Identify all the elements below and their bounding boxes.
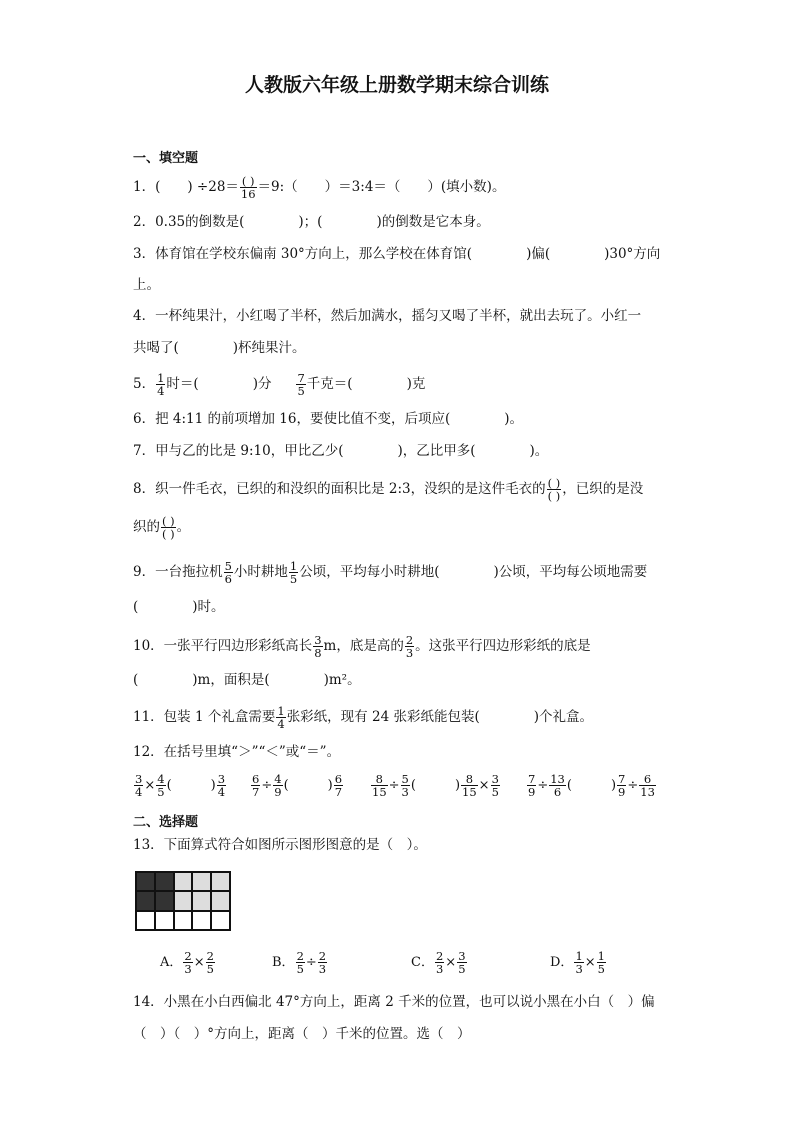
cmp-frac — [371, 773, 388, 798]
q1-frac-den: 16 — [240, 187, 256, 201]
option-frac — [206, 950, 215, 975]
question-2: 2．0.35的倒数是( )；( )的倒数是它本身。 — [133, 214, 490, 230]
cmp-frac — [273, 773, 282, 798]
q5-text-b: 时＝( )分 — [166, 376, 272, 392]
question-12: 12．在括号里填“＞”“＜”或“＝”。 — [133, 744, 341, 760]
cmp-den: 7 — [252, 785, 260, 799]
grid-cell-light — [174, 872, 193, 891]
question-9-line-1 — [133, 560, 647, 585]
comparison-item — [133, 773, 227, 798]
q9-text-b: 小时耕地 — [233, 564, 288, 580]
question-8-line-1 — [133, 477, 643, 502]
q10-text-a: 10．一张平行四边形彩纸高长 — [133, 638, 313, 654]
cmp-den: 4 — [217, 785, 226, 799]
q11-text-a: 11．包装 1 个礼盒需要 — [133, 709, 276, 725]
q9-f2-den: 5 — [289, 572, 298, 586]
cmp-frac — [461, 773, 478, 798]
cmp-frac — [251, 773, 260, 798]
cmp-num: 3 — [491, 772, 499, 786]
grid-cell-light — [192, 872, 211, 891]
opt-den: 5 — [458, 962, 466, 976]
opt-num: 2 — [318, 949, 327, 963]
question-4-line-2: 共喝了( )杯纯果汁。 — [133, 340, 306, 356]
q10-f2-den: 3 — [405, 646, 414, 660]
cmp-den: 9 — [618, 785, 626, 799]
opt-num: 2 — [296, 949, 304, 963]
q9-fraction-2 — [289, 560, 298, 585]
cmp-den: 9 — [528, 785, 536, 799]
q9-f1-num: 5 — [224, 559, 232, 573]
option-frac — [435, 950, 444, 975]
q5-f2-num: 7 — [297, 371, 305, 385]
option-label: C． — [411, 955, 434, 970]
grid-cell-light — [174, 891, 193, 910]
opt-num: 2 — [435, 949, 444, 963]
question-9-line-2: ( )时。 — [133, 599, 225, 615]
q10-fraction-2 — [405, 634, 414, 659]
q8-text-c: 织的 — [133, 519, 160, 535]
question-14-line-2: （ ）（ ）°方向上，距离（ ）千米的位置。选（ ） — [133, 1026, 471, 1042]
opt-den: 3 — [435, 962, 444, 976]
cmp-den: 4 — [135, 785, 143, 799]
option-operator: ÷ — [305, 955, 317, 970]
cmp-den: 15 — [372, 785, 387, 799]
grid-cell-light — [211, 872, 230, 891]
question-6: 6．把 4:11 的前项增加 16，要使比值不变，后项应( )。 — [133, 411, 523, 427]
option-frac — [457, 950, 466, 975]
option-operator: × — [445, 955, 457, 970]
cmp-num: 8 — [371, 773, 388, 786]
cmp-num: 6 — [639, 773, 656, 786]
option-label: B． — [272, 955, 295, 970]
option-operator: × — [584, 955, 596, 970]
question-7: 7．甲与乙的比是 9:10，甲比乙少( )，乙比甲多( )。 — [133, 443, 549, 459]
cmp-den: 9 — [274, 785, 282, 799]
question-13: 13．下面算式符合如图所示图形图意的是（ ）。 — [133, 837, 427, 853]
question-11 — [133, 705, 593, 730]
question-8-line-2 — [133, 515, 190, 540]
shaded-grid-figure — [135, 871, 231, 931]
cmp-frac — [549, 773, 566, 798]
q5-text-c: 千克＝( )克 — [306, 376, 426, 392]
opt-num: 1 — [597, 949, 605, 963]
cmp-num: 4 — [157, 772, 165, 786]
q10-f1-den: 8 — [314, 646, 322, 660]
cmp-operator: ÷ — [537, 778, 549, 793]
option-label: A． — [160, 955, 183, 970]
q10-text-c: 。这张平行四边形彩纸的底是 — [415, 638, 591, 654]
q8-f2-num: ( ) — [162, 514, 175, 528]
q8-f1-den: ( ) — [547, 489, 561, 503]
option-c[interactable] — [411, 950, 468, 975]
q8-fraction-1 — [547, 477, 562, 502]
q11-fraction — [276, 705, 285, 730]
cmp-frac — [617, 773, 626, 798]
q5-fraction-1 — [156, 372, 165, 397]
option-frac — [183, 950, 192, 975]
q8-fraction-2 — [161, 515, 176, 540]
grid-cell-light — [192, 891, 211, 910]
q8-text-d: 。 — [176, 519, 191, 535]
opt-den: 3 — [184, 962, 192, 976]
cmp-num: 3 — [217, 772, 226, 786]
grid-cell-white — [174, 911, 193, 930]
question-3-line-2: 上。 — [133, 277, 160, 293]
opt-den: 3 — [318, 962, 327, 976]
question-3-line-1: 3．体育馆在学校东偏南 30°方向上，那么学校在体育馆( )偏( )30°方向 — [133, 246, 661, 262]
cmp-den: 15 — [462, 785, 477, 799]
opt-den: 5 — [206, 962, 214, 976]
opt-den: 5 — [597, 962, 605, 976]
option-frac — [296, 950, 305, 975]
section-fill-heading: 一、填空题 — [133, 151, 199, 166]
comparison-item — [370, 773, 501, 798]
cmp-den: 6 — [553, 785, 562, 799]
grid-cell-dark — [155, 891, 174, 910]
cmp-num: 8 — [461, 773, 478, 786]
cmp-num: 3 — [135, 772, 143, 786]
opt-num: 2 — [184, 949, 192, 963]
cmp-operator: ÷ — [388, 778, 400, 793]
opt-num: 1 — [575, 949, 583, 963]
question-14-line-1: 14．小黑在小白西偏北 47°方向上，距离 2 千米的位置，也可以说小黑在小白（ ）偏 — [133, 994, 655, 1010]
q9-f1-den: 6 — [224, 572, 232, 586]
question-4-line-1: 4．一杯纯果汁，小红喝了半杯，然后加满水，摇匀又喝了半杯，就出去玩了。小红一 — [133, 308, 642, 324]
q11-f-den: 4 — [277, 717, 285, 731]
cmp-den: 5 — [157, 785, 165, 799]
comparison-item — [250, 773, 344, 798]
cmp-operator: ÷ — [627, 778, 639, 793]
q5-text-a: 5． — [133, 376, 156, 392]
cmp-blank[interactable]: ( ) — [283, 778, 333, 793]
q8-f2-den: ( ) — [162, 527, 175, 541]
cmp-frac — [156, 773, 165, 798]
q1-frac-num: ( ) — [241, 174, 255, 188]
q11-text-b: 张彩纸，现有 24 张彩纸能包装( )个礼盒。 — [286, 709, 593, 725]
grid-cell-dark — [136, 872, 155, 891]
q11-f-num: 1 — [277, 704, 285, 718]
cmp-num: 7 — [528, 772, 536, 786]
opt-num: 2 — [206, 949, 214, 963]
cmp-frac — [401, 773, 410, 798]
cmp-blank[interactable]: ( ) — [410, 778, 461, 793]
q10-fraction-1 — [313, 634, 322, 659]
q9-f2-num: 1 — [289, 559, 298, 573]
q10-f2-num: 2 — [405, 633, 414, 647]
cmp-num: 6 — [334, 772, 343, 786]
cmp-blank[interactable]: ( ) — [166, 778, 216, 793]
cmp-den: 3 — [401, 785, 409, 799]
cmp-den: 5 — [491, 785, 499, 799]
option-frac — [318, 950, 327, 975]
q9-text-a: 9．一台拖拉机 — [133, 564, 223, 580]
cmp-frac — [491, 773, 500, 798]
cmp-num: 7 — [618, 772, 626, 786]
cmp-operator: × — [144, 778, 156, 793]
grid-cell-white — [192, 911, 211, 930]
grid-cell-dark — [136, 891, 155, 910]
question-5 — [133, 372, 425, 397]
cmp-blank[interactable]: ( ) — [566, 778, 617, 793]
cmp-num: 13 — [550, 772, 565, 786]
option-d[interactable] — [550, 950, 607, 975]
question-1 — [133, 175, 505, 200]
section-choice-heading: 二、选择题 — [133, 815, 199, 830]
q8-text-b: ，已织的是没 — [562, 481, 644, 497]
grid-cell-white — [155, 911, 174, 930]
opt-den: 3 — [575, 962, 583, 976]
cmp-den: 7 — [334, 785, 343, 799]
page-title: 人教版六年级上册数学期末综合训练 — [244, 74, 549, 96]
cmp-operator: × — [478, 778, 490, 793]
opt-den: 5 — [296, 962, 304, 976]
q5-f2-den: 5 — [297, 384, 305, 398]
opt-num: 3 — [458, 949, 466, 963]
q10-text-b: m，底是高的 — [323, 638, 404, 654]
q10-f1-num: 3 — [314, 633, 322, 647]
question-10-line-2: ( )m，面积是( )m²。 — [133, 672, 361, 688]
cmp-frac — [134, 773, 143, 798]
q1-fraction — [240, 175, 257, 200]
comparison-item — [526, 773, 657, 798]
cmp-operator: ÷ — [261, 778, 273, 793]
cmp-frac — [334, 773, 343, 798]
cmp-frac — [527, 773, 536, 798]
grid-cell-light — [211, 891, 230, 910]
option-operator: × — [193, 955, 205, 970]
grid-cell-dark — [155, 872, 174, 891]
option-label: D． — [550, 955, 574, 970]
q8-text-a: 8．织一件毛衣，已织的和没织的面积比是 2:3，没织的是这件毛衣的 — [133, 481, 546, 497]
q5-fraction-2 — [296, 372, 305, 397]
question-10-line-1 — [133, 634, 591, 659]
q1-text-b: ＝9:（ ）＝3:4＝（ ）(填小数)。 — [257, 179, 506, 195]
option-frac — [597, 950, 606, 975]
grid-cell-white — [136, 911, 155, 930]
q5-f1-num: 1 — [157, 371, 165, 385]
cmp-den: 13 — [640, 785, 655, 799]
q1-text-a: 1．( ) ÷28＝ — [133, 179, 239, 195]
option-frac — [574, 950, 583, 975]
cmp-frac — [217, 773, 226, 798]
cmp-num: 6 — [252, 772, 260, 786]
q8-f1-num: ( ) — [547, 476, 561, 490]
q9-text-c: 公顷，平均每小时耕地( )公顷，平均每公顷地需要 — [299, 564, 648, 580]
cmp-num: 4 — [274, 772, 282, 786]
option-b[interactable] — [272, 950, 328, 975]
option-a[interactable] — [160, 950, 216, 975]
grid-cell-white — [211, 911, 230, 930]
cmp-frac — [639, 773, 656, 798]
q5-f1-den: 4 — [157, 384, 165, 398]
q9-fraction-1 — [224, 560, 233, 585]
cmp-num: 5 — [401, 772, 409, 786]
